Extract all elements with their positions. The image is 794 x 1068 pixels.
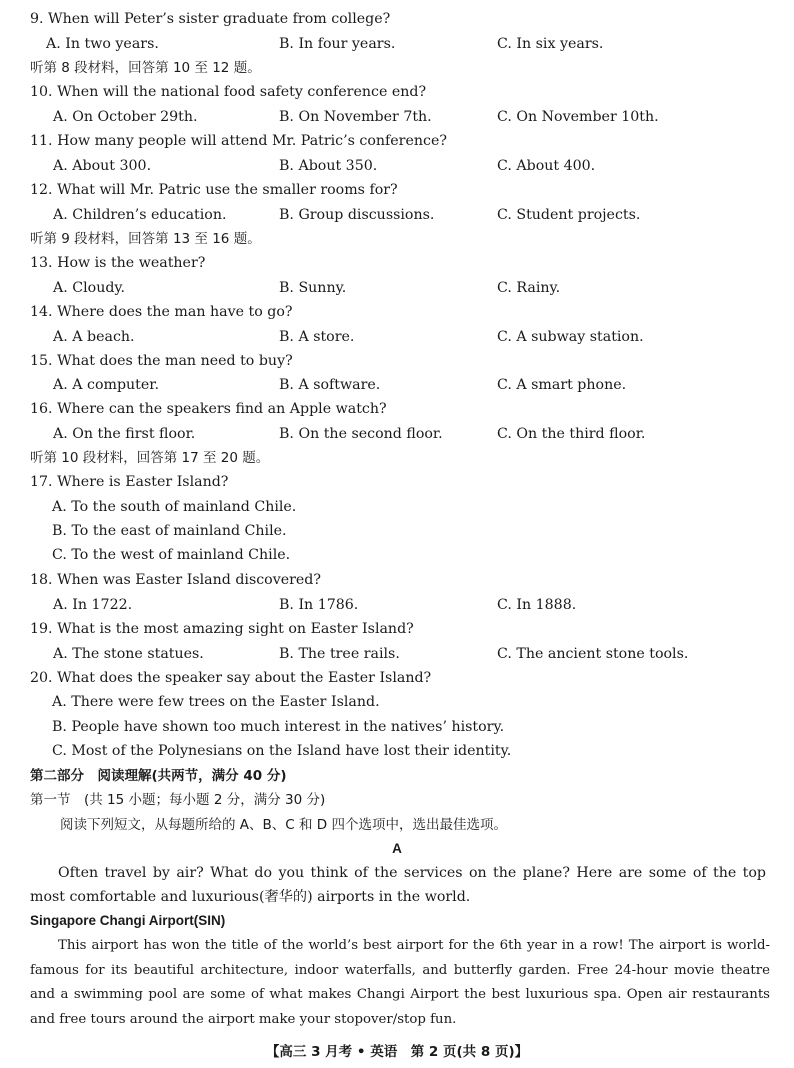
question-14: 14. Where does the man have to go? [30,304,293,320]
question-20-option-a: A. There were few trees on the Easter Island. [52,694,380,710]
option-a: A. Children’s education. [53,207,227,223]
question-17-option-b: B. To the east of mainland Chile. [52,523,287,539]
option-a: A. On October 29th. [53,109,198,125]
question-10-options [30,106,764,128]
option-b: B. About 350. [279,158,378,174]
question-19: 19. What is the most amazing sight on Easter Island? [30,621,414,637]
option-c: C. Rainy. [497,280,561,296]
option-a: A. The stone statues. [53,646,204,662]
airport-description: This airport has won the title of the world’s best airport for the 6th year in a row! The airport is world-famous for its beautiful architecture, indoor waterfalls, and butterfly garden. Free 24-hour movie theatre and a swimming pool are some of what makes Changi Airport the best luxurious spa. Open air restaurants and free tours around the airport make your stopover/stop fun. [30,938,770,1027]
question-17-option-c: C. To the west of mainland Chile. [52,547,291,563]
question-20-option-b: B. People have shown too much interest in the natives’ history. [52,719,505,735]
option-b: B. Sunny. [279,280,347,296]
option-a: A. In two years. [46,36,159,52]
option-b: B. Group discussions. [279,207,435,223]
question-12: 12. What will Mr. Patric use the smaller rooms for? [30,182,398,198]
option-c: C. A subway station. [497,329,644,345]
question-13-options [30,277,764,299]
question-17: 17. Where is Easter Island? [30,474,229,490]
question-20: 20. What does the speaker say about the Easter Island? [30,670,432,686]
option-a: A. In 1722. [53,597,133,613]
option-a: A. Cloudy. [53,280,126,296]
option-c: C. The ancient stone tools. [497,646,689,662]
question-9: 9. When will Peter’s sister graduate from college? [30,11,391,27]
question-9-options [30,33,764,55]
option-a: A. A computer. [53,377,160,393]
section-1-title: 第一节 (共 15 小题；每小题 2 分，满分 30 分) [30,792,326,808]
option-a: A. A beach. [53,329,135,345]
option-a: A. On the first floor. [53,426,196,442]
option-c: C. Student projects. [497,207,641,223]
section-instruction-9: 听第 9 段材料，回答第 13 至 16 题。 [30,231,261,247]
question-14-options [30,326,764,348]
airport-heading: Singapore Changi Airport(SIN) [30,913,226,928]
option-b: B. In four years. [279,36,396,52]
part-2-title: 第二部分 阅读理解(共两节，满分 40 分) [30,768,287,784]
option-c: C. About 400. [497,158,596,174]
passage-intro: Often travel by air? What do you think of the services on the plane? Here are some of the top most comfortable and luxurious(奢华的) airports in the world. [30,865,766,905]
question-18: 18. When was Easter Island discovered? [30,572,321,588]
page-footer: 【高三 3 月考 • 英语 第 2 页(共 8 页)】 [265,1044,529,1060]
option-c: C. On the third floor. [497,426,646,442]
option-a: A. About 300. [53,158,152,174]
passage-label: A [392,841,402,856]
option-c: C. On November 10th. [497,109,659,125]
question-18-options [30,594,764,616]
option-b: B. A store. [279,329,355,345]
section-instruction-8: 听第 8 段材料，回答第 10 至 12 题。 [30,60,261,76]
option-b: B. In 1786. [279,597,359,613]
option-c: C. In six years. [497,36,604,52]
question-20-option-c: C. Most of the Polynesians on the Island have lost their identity. [52,743,512,759]
question-11-options [30,155,764,177]
option-b: B. On the second floor. [279,426,443,442]
section-instruction-10: 听第 10 段材料，回答第 17 至 20 题。 [30,450,270,466]
question-12-options [30,204,764,226]
option-c: C. A smart phone. [497,377,627,393]
question-15-options [30,374,764,396]
option-c: C. In 1888. [497,597,577,613]
option-b: B. On November 7th. [279,109,432,125]
question-17-option-a: A. To the south of mainland Chile. [52,499,297,515]
question-10: 10. When will the national food safety conference end? [30,84,427,100]
question-16: 16. Where can the speakers find an Apple watch? [30,401,387,417]
question-16-options [30,423,764,445]
question-15: 15. What does the man need to buy? [30,353,293,369]
option-b: B. A software. [279,377,381,393]
question-11: 11. How many people will attend Mr. Patric’s conference? [30,133,447,149]
reading-instruction: 阅读下列短文，从每题所给的 A、B、C 和 D 四个选项中，选出最佳选项。 [60,817,507,833]
question-19-options [30,643,764,665]
question-13: 13. How is the weather? [30,255,206,271]
option-b: B. The tree rails. [279,646,400,662]
